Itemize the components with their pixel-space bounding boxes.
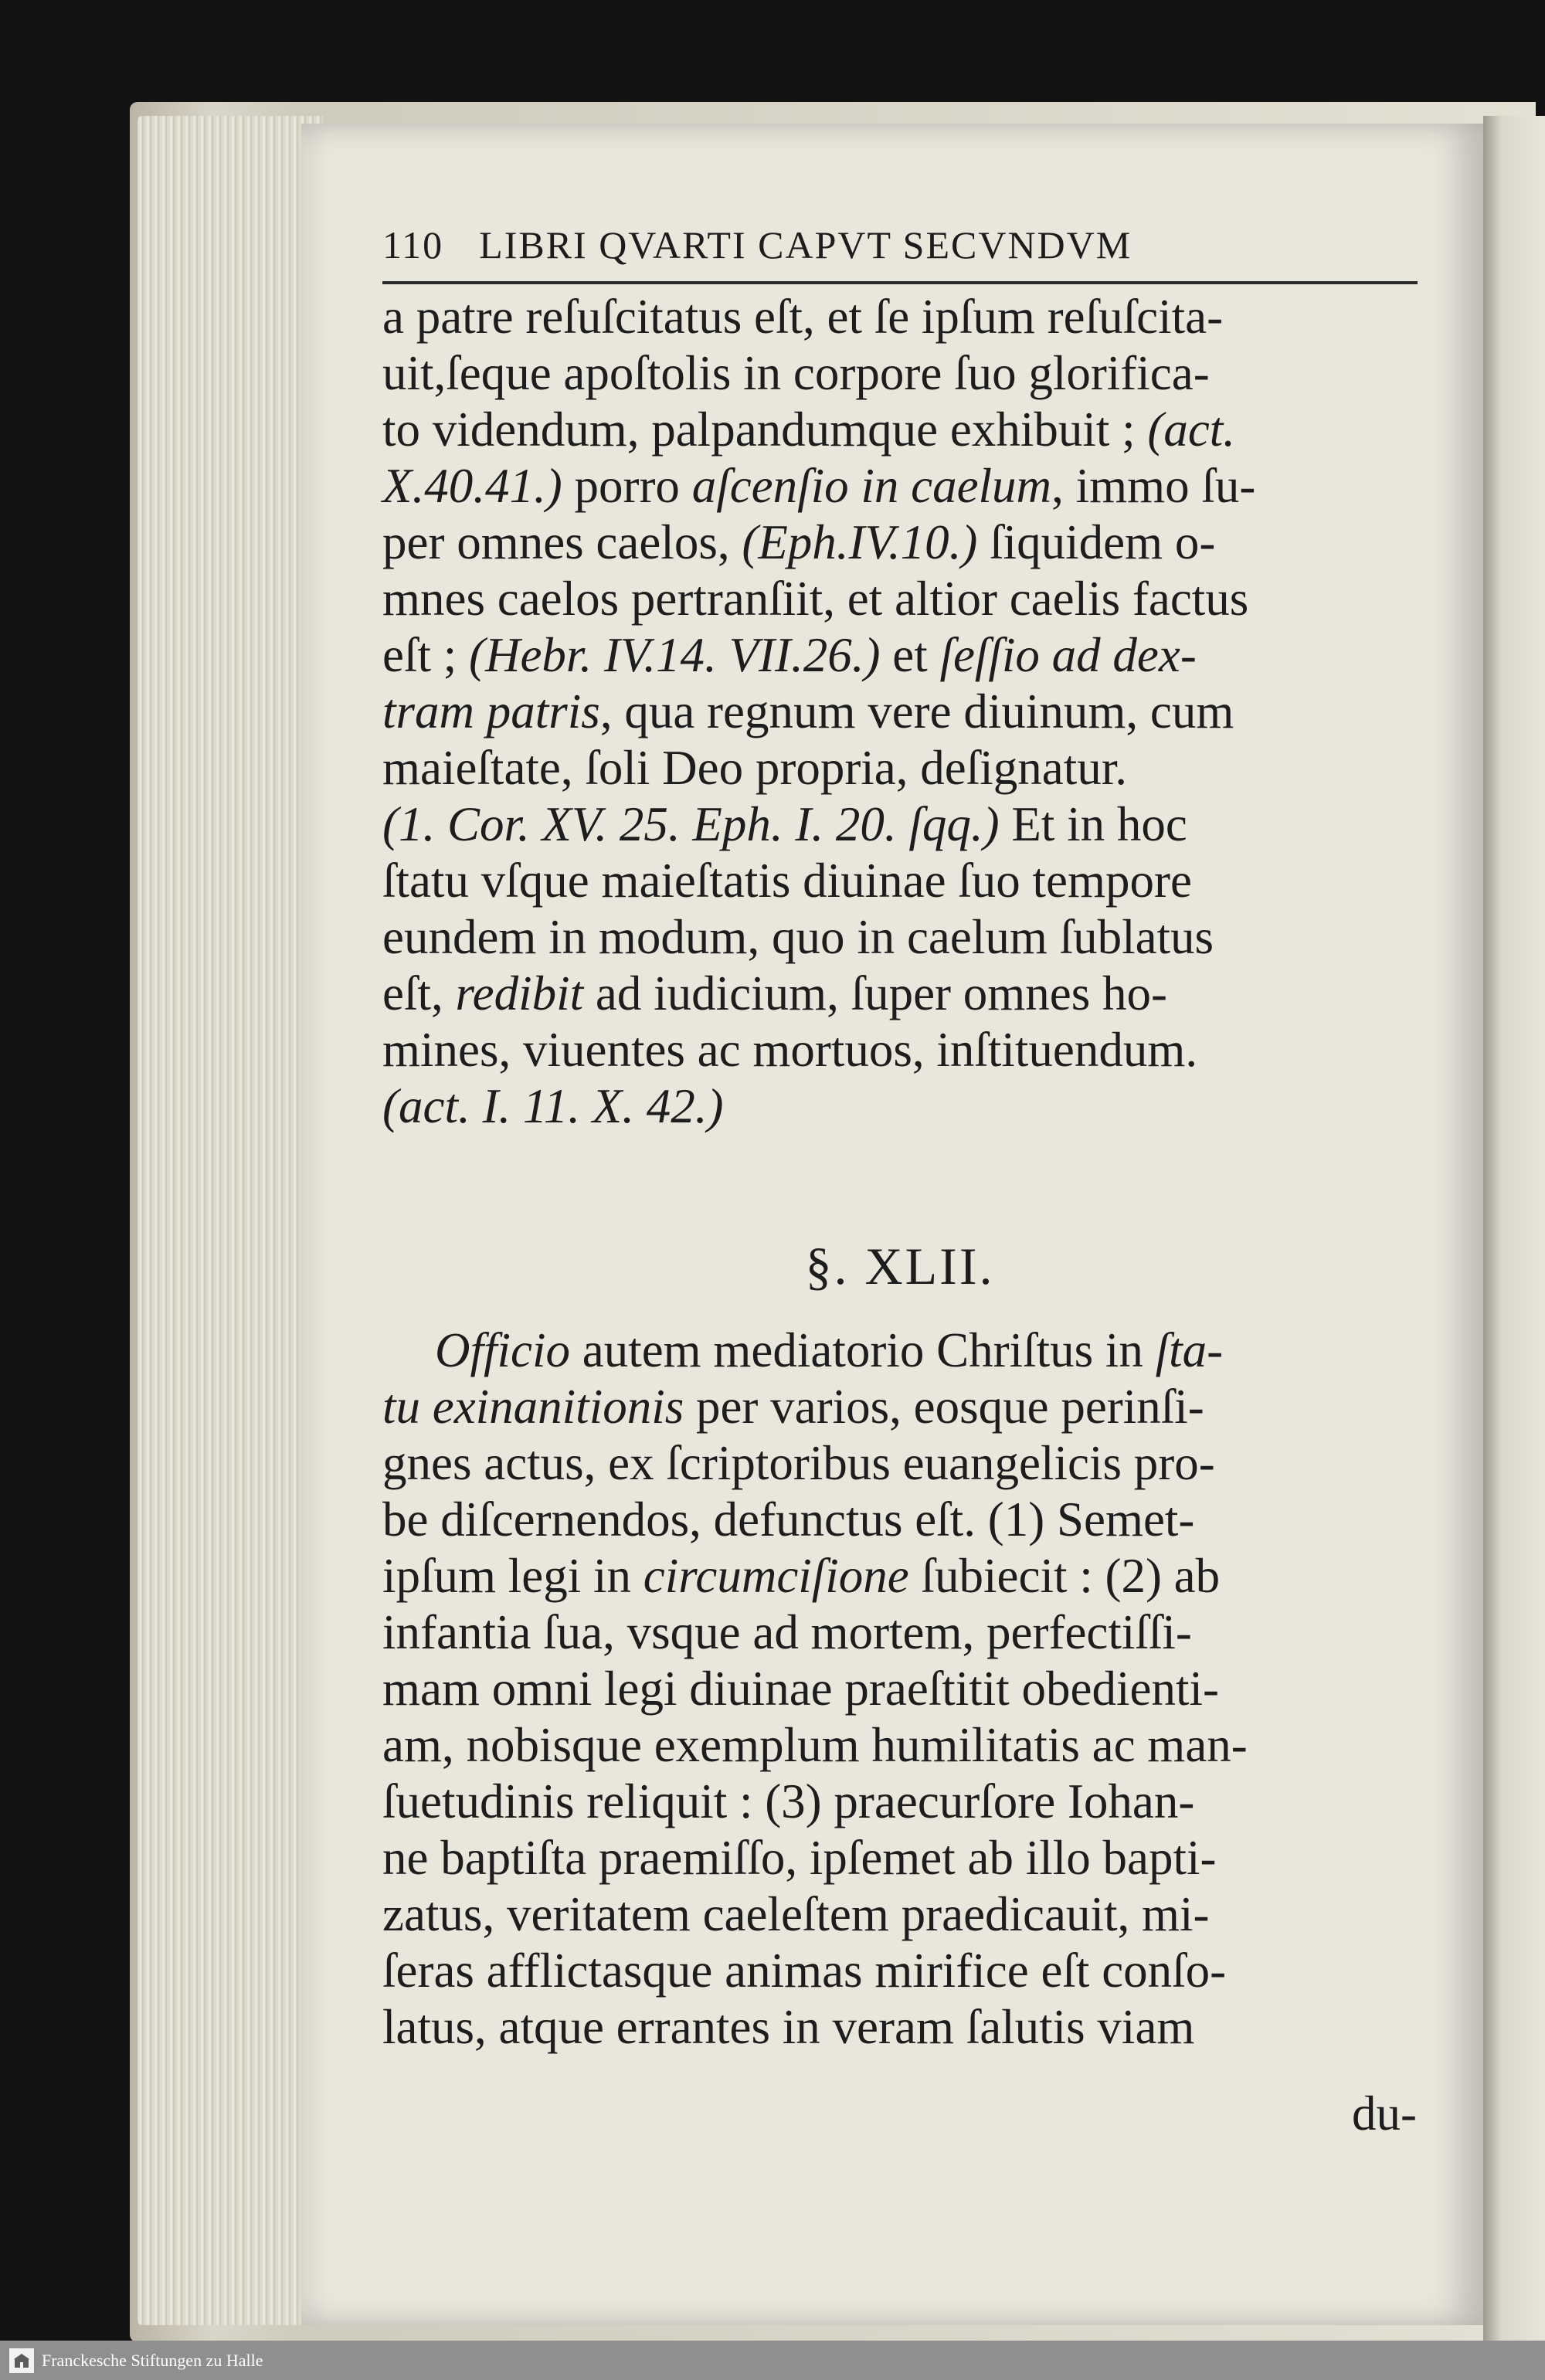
italic-segment: ſeſſio ad dex- (939, 628, 1197, 682)
paragraph-2 (382, 1322, 1418, 2056)
text-line (382, 853, 1418, 909)
text-segment: ne baptiſta praemiſſo, ipſemet ab illo bapti- (382, 1831, 1217, 1885)
text-line (382, 740, 1418, 796)
paragraph-1 (382, 289, 1418, 1135)
text-line (382, 1830, 1418, 1886)
text-segment: ſubiecit : (2) ab (908, 1549, 1221, 1603)
text-line (382, 1435, 1418, 1492)
text-segment: am, nobisque exemplum humilitatis ac man- (382, 1718, 1248, 1772)
text-segment: mam omni legi diuinae praeſtitit obedienti- (382, 1662, 1219, 1716)
text-segment: et (880, 628, 940, 682)
italic-segment: (act. (1147, 402, 1236, 457)
text-segment: uit,ſeque apoſtolis in corpore ſuo glorifica- (382, 346, 1210, 400)
italic-segment: redibit (455, 966, 584, 1020)
text-segment: per omnes caelos, (382, 515, 742, 569)
text-line (382, 458, 1418, 514)
text-line (382, 796, 1418, 853)
text-line (382, 289, 1418, 345)
text-line (382, 1604, 1418, 1661)
text-segment: be diſcernendos, defunctus eſt. (1) Semet- (382, 1492, 1195, 1546)
text-segment: ſeras afflictasque animas mirifice eſt conſo- (382, 1944, 1227, 1998)
text-segment: mnes caelos pertranſiit, et altior caelis factus (382, 572, 1249, 626)
italic-segment: Officio (435, 1323, 570, 1377)
section-heading: §. XLII. (805, 1237, 995, 1295)
text-segment: to videndum, palpandumque exhibuit ; (382, 402, 1148, 457)
text-line (382, 1999, 1418, 2056)
footer-bar (0, 2341, 1545, 2380)
text-segment: Et in hoc (999, 797, 1187, 851)
text-segment: maieſtate, ſoli Deo propria, deſignatur. (382, 741, 1127, 795)
text-segment: zatus, veritatem caeleſtem praedicauit, mi- (382, 1887, 1210, 1941)
text-segment: a patre reſuſcitatus eſt, et ſe ipſum reſuſcita- (382, 290, 1224, 344)
italic-segment: (act. I. 11. X. 42.) (382, 1079, 724, 1133)
text-segment: infantia ſua, vsque ad mortem, perfectiſſi- (382, 1605, 1192, 1659)
text-segment: ſtatu vſque maieſtatis diuinae ſuo tempore (382, 854, 1192, 908)
text-segment: , immo ſu- (1051, 459, 1256, 513)
italic-segment: aſcenſio in caelum (691, 459, 1052, 513)
text-line (382, 1322, 1418, 1379)
text-segment: autem mediatorio Chriſtus in (569, 1323, 1156, 1377)
text-line (382, 345, 1418, 402)
text-line (382, 1886, 1418, 1943)
header-rule (382, 281, 1418, 284)
text-line (382, 514, 1418, 571)
running-title: LIBRI QVARTI CAPVT SECVNDVM (479, 223, 1132, 267)
italic-segment: ſta- (1155, 1323, 1224, 1377)
text-segment: eundem in modum, quo in caelum ſublatus (382, 910, 1214, 964)
text-line (382, 684, 1418, 740)
text-segment: gnes actus, ex ſcriptoribus euangelicis pro- (382, 1436, 1215, 1490)
italic-segment: tram patris (382, 684, 600, 738)
text-line (382, 402, 1418, 458)
facing-page-edge (1483, 116, 1545, 2348)
page-number: 110 (382, 223, 444, 267)
text-line (382, 1661, 1418, 1717)
italic-segment: (1. Cor. XV. 25. Eph. I. 20. ſqq.) (382, 797, 1000, 851)
text-segment: latus, atque errantes in veram ſalutis viam (382, 2000, 1195, 2054)
text-line (382, 1022, 1418, 1078)
text-segment: mines, viuentes ac mortuos, inſtituendum. (382, 1023, 1198, 1077)
text-line (382, 1717, 1418, 1774)
text-line (382, 966, 1418, 1022)
italic-segment: circumciſione (643, 1549, 909, 1603)
text-segment: porro (562, 459, 692, 513)
text-segment: ſuetudinis reliquit : (3) praecurſore Iohan- (382, 1774, 1195, 1828)
italic-segment: X.40.41.) (382, 459, 562, 513)
text-segment: per varios, eosque perinſi- (684, 1380, 1204, 1434)
page-stack (138, 116, 323, 2325)
text-segment: eſt, (382, 966, 456, 1020)
text-segment: eſt ; (382, 628, 469, 682)
catchword: du- (1352, 2086, 1417, 2141)
text-line (382, 1492, 1418, 1548)
text-line (382, 909, 1418, 966)
text-line (382, 1078, 1418, 1135)
running-header (382, 222, 1418, 277)
italic-segment: (Hebr. IV.14. VII.26.) (468, 628, 881, 682)
italic-segment: (Eph.IV.10.) (742, 515, 978, 569)
italic-segment: tu exinanitionis (382, 1380, 684, 1434)
text-line (382, 1548, 1418, 1604)
text-line (382, 571, 1418, 627)
text-line (382, 627, 1418, 684)
text-segment: , qua regnum vere diuinum, cum (599, 684, 1234, 738)
text-segment: ad iudicium, ſuper omnes ho- (583, 966, 1167, 1020)
library-logo-icon (9, 2348, 34, 2373)
text-segment: ſiquidem o- (977, 515, 1216, 569)
footer-institution: Franckesche Stiftungen zu Halle (42, 2350, 263, 2370)
text-line (382, 1943, 1418, 1999)
text-line (382, 1379, 1418, 1435)
text-segment: ipſum legi in (382, 1549, 643, 1603)
text-line (382, 1774, 1418, 1830)
